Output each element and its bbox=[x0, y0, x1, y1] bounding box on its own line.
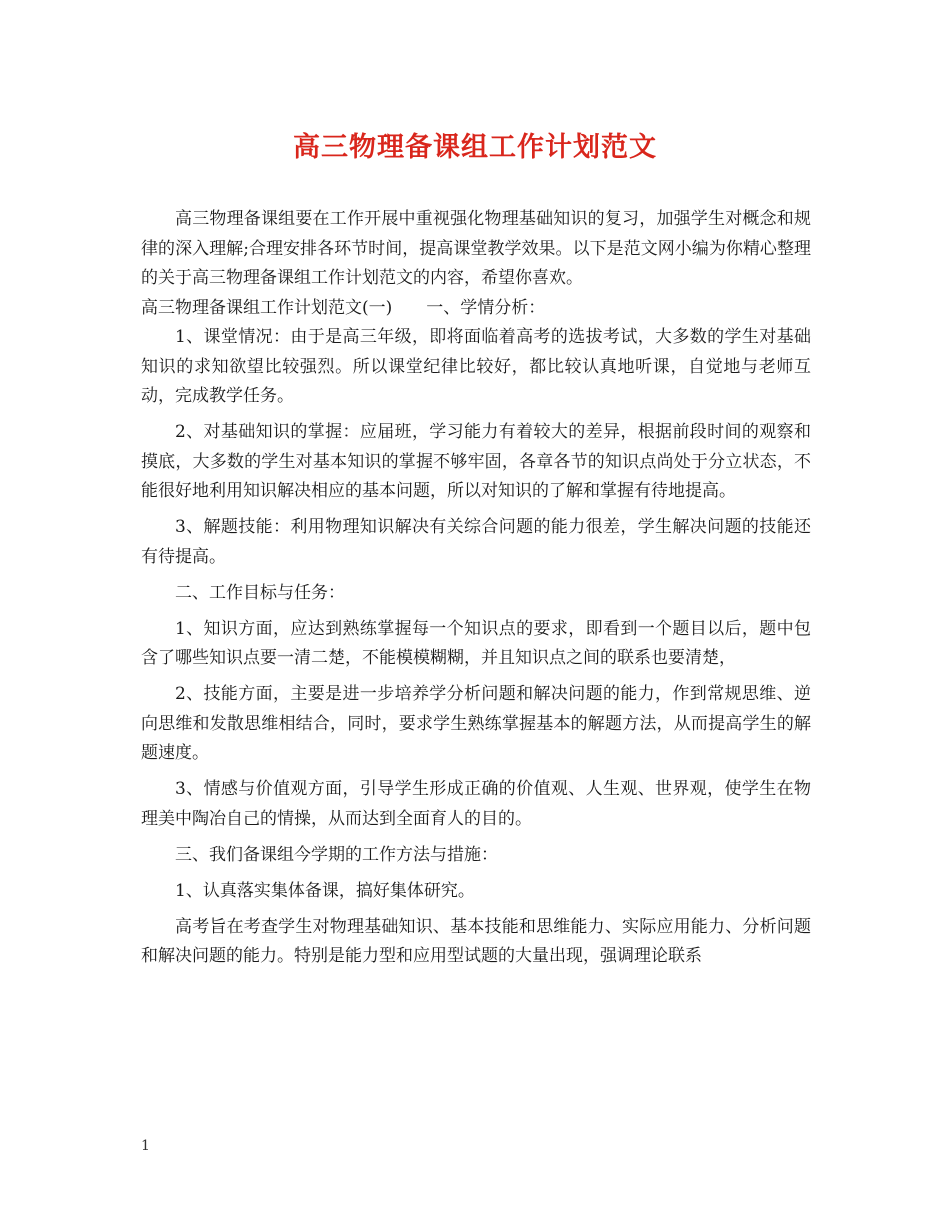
paragraph-method-1: 1、认真落实集体备课，搞好集体研究。 bbox=[175, 880, 475, 901]
paragraph-skill-goal: 2、技能方面，主要是进一步培养学分析问题和解决问题的能力，作到常规思维、逆向思维和发散思维相结合，同时，要求学生熟练掌握基本的解题方法，从而提高学生的解题速度。 bbox=[141, 684, 811, 763]
paragraph-basic-knowledge: 2、对基础知识的掌握：应届班，学习能力有着较大的差异，根据前段时间的观察和摸底，大多数的学生对基本知识的掌握不够牢固，各章各节的知识点尚处于分立状态，不能很好地利用知识解决相应的基本问题，所以对知识的了解和掌握有待地提高。 bbox=[141, 422, 811, 501]
section-heading-methods: 三、我们备课组今学期的工作方法与措施： bbox=[175, 844, 498, 865]
paragraph-classroom: 1、课堂情况：由于是高三年级，即将面临着高考的选拔考试，大多数的学生对基础知识的求知欲望比较强烈。所以课堂纪律比较好，都比较认真地听课，自觉地与老师互动，完成教学任务。 bbox=[141, 327, 811, 406]
paragraph-values-goal: 3、情感与价值观方面，引导学生形成正确的价值观、人生观、世界观，使学生在物理美中陶冶自己的情操，从而达到全面育人的目的。 bbox=[141, 779, 811, 829]
document-title: 高三物理备课组工作计划范文 bbox=[293, 132, 657, 163]
document-body bbox=[141, 205, 811, 978]
intro-paragraph: 高三物理备课组要在工作开展中重视强化物理基础知识的复习，加强学生对概念和规律的深入理解;合理安排各环节时间，提高课堂教学效果。以下是范文网小编为你精心整理的关于高三物理备课组工作计划范文的内容，希望你喜欢。 bbox=[141, 209, 811, 288]
paragraph-knowledge-goal: 1、知识方面，应达到熟练掌握每一个知识点的要求，即看到一个题目以后，题中包含了哪些知识点要一清二楚，不能模模糊糊，并且知识点之间的联系也要清楚， bbox=[141, 618, 811, 668]
section-heading-goals: 二、工作目标与任务： bbox=[175, 582, 345, 603]
paragraph-problem-skills: 3、解题技能：利用物理知识解决有关综合问题的能力很差，学生解决问题的技能还有待提高。 bbox=[141, 517, 811, 567]
page-number: 1 bbox=[141, 1138, 150, 1154]
paragraph-exam-aim: 高考旨在考查学生对物理基础知识、基本技能和思维能力、实际应用能力、分析问题和解决问题的能力。特别是能力型和应用型试题的大量出现，强调理论联系 bbox=[141, 916, 811, 966]
section-heading-line: 高三物理备课组工作计划范文(一) 一、学情分析： bbox=[141, 297, 546, 318]
